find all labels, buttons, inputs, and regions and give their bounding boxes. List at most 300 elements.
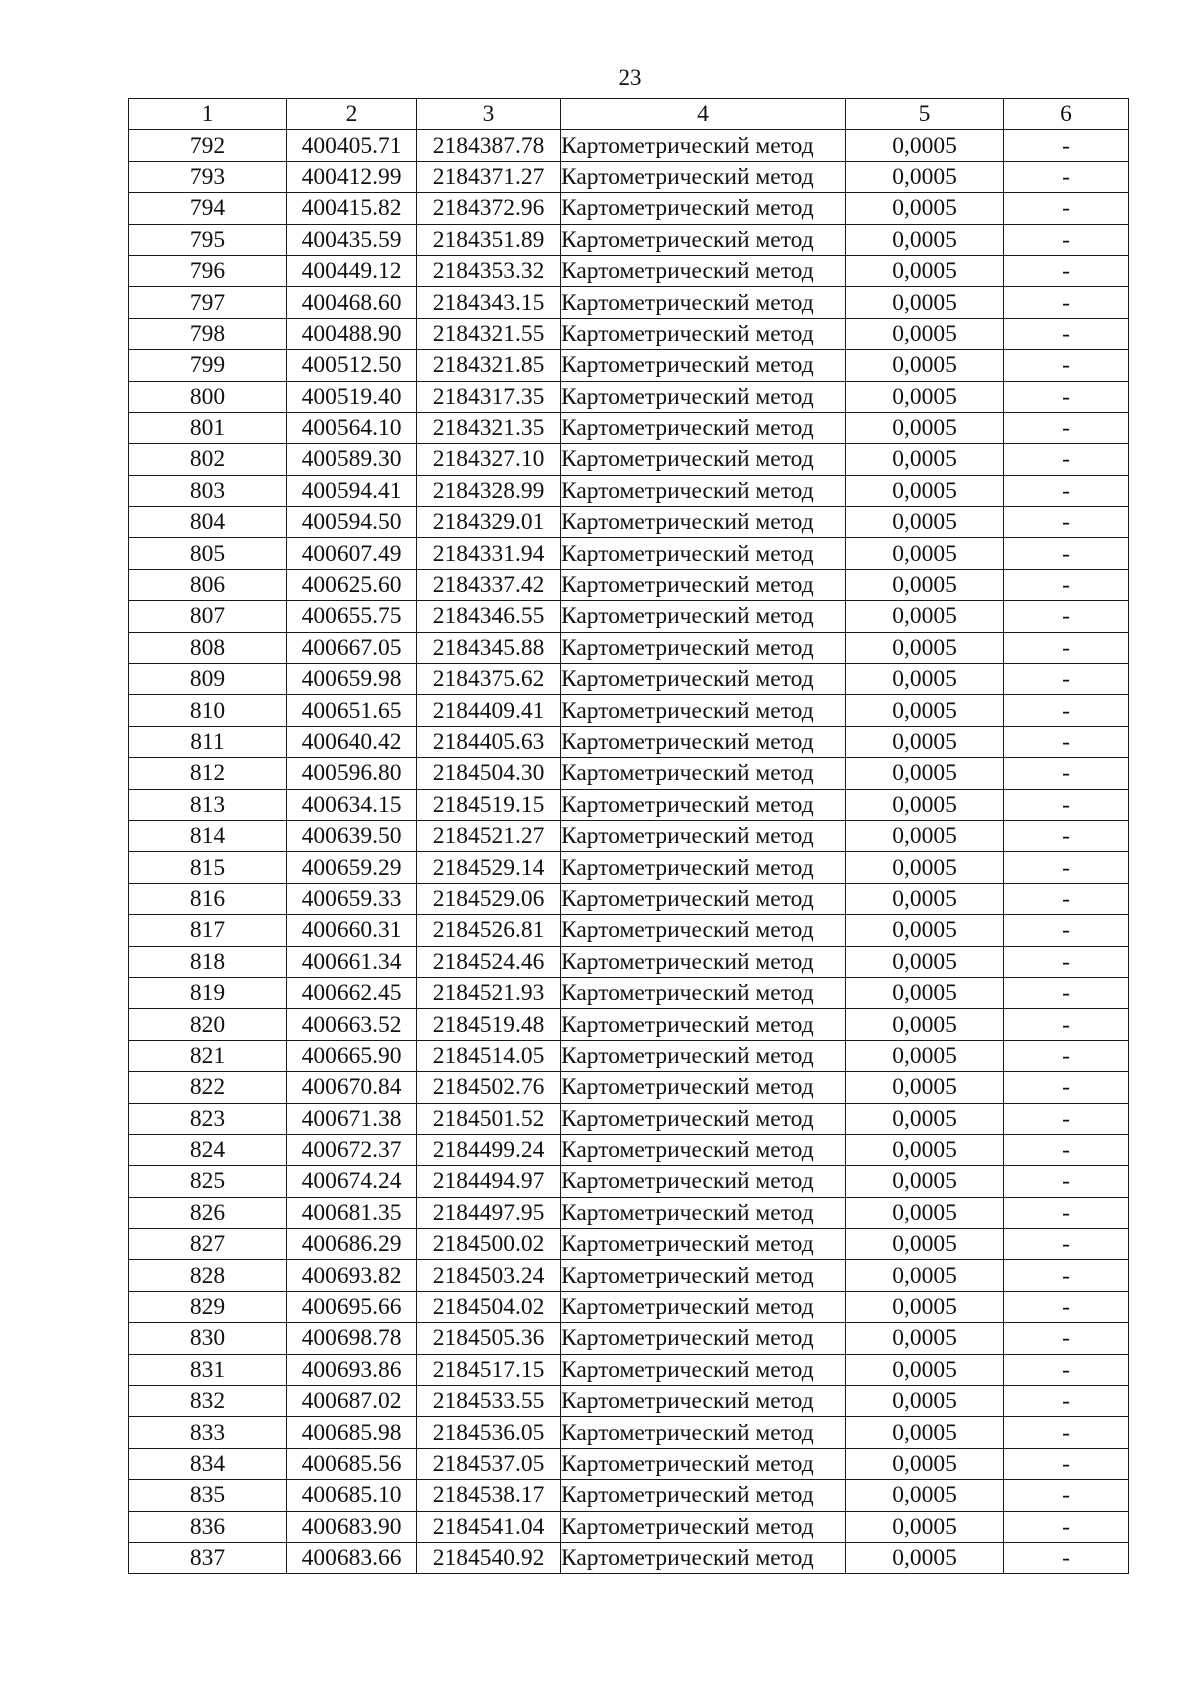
note-cell: - (1004, 1229, 1129, 1260)
accuracy-cell: 0,0005 (846, 1542, 1004, 1573)
point-number-cell: 816 (129, 883, 287, 914)
method-cell: Картометрический метод (561, 1511, 846, 1542)
y-coordinate-cell: 2184353.32 (417, 255, 561, 286)
note-cell: - (1004, 758, 1129, 789)
accuracy-cell: 0,0005 (846, 1480, 1004, 1511)
point-number-cell: 801 (129, 412, 287, 443)
y-coordinate-cell: 2184351.89 (417, 224, 561, 255)
point-number-cell: 822 (129, 1072, 287, 1103)
accuracy-cell: 0,0005 (846, 381, 1004, 412)
method-cell: Картометрический метод (561, 1072, 846, 1103)
note-cell: - (1004, 946, 1129, 977)
accuracy-cell: 0,0005 (846, 1197, 1004, 1228)
note-cell: - (1004, 1291, 1129, 1322)
x-coordinate-cell: 400685.10 (287, 1480, 417, 1511)
table-row (129, 726, 1129, 757)
y-coordinate-cell: 2184499.24 (417, 1134, 561, 1165)
x-coordinate-cell: 400667.05 (287, 632, 417, 663)
table-row (129, 601, 1129, 632)
method-cell: Картометрический метод (561, 569, 846, 600)
method-cell: Картометрический метод (561, 507, 846, 538)
note-cell: - (1004, 632, 1129, 663)
point-number-cell: 834 (129, 1448, 287, 1479)
coordinates-table (128, 98, 1129, 1574)
table-row (129, 695, 1129, 726)
table-row (129, 538, 1129, 569)
method-cell: Картометрический метод (561, 161, 846, 192)
method-cell: Картометрический метод (561, 1166, 846, 1197)
y-coordinate-cell: 2184540.92 (417, 1542, 561, 1573)
accuracy-cell: 0,0005 (846, 664, 1004, 695)
accuracy-cell: 0,0005 (846, 255, 1004, 286)
y-coordinate-cell: 2184533.55 (417, 1386, 561, 1417)
table-row (129, 130, 1129, 161)
note-cell: - (1004, 193, 1129, 224)
method-cell: Картометрический метод (561, 318, 846, 349)
accuracy-cell: 0,0005 (846, 1386, 1004, 1417)
method-cell: Картометрический метод (561, 601, 846, 632)
accuracy-cell: 0,0005 (846, 1291, 1004, 1322)
accuracy-cell: 0,0005 (846, 412, 1004, 443)
y-coordinate-cell: 2184409.41 (417, 695, 561, 726)
method-cell: Картометрический метод (561, 1009, 846, 1040)
note-cell: - (1004, 350, 1129, 381)
method-cell: Картометрический метод (561, 1480, 846, 1511)
page-number: 23 (618, 65, 642, 90)
x-coordinate-cell: 400683.90 (287, 1511, 417, 1542)
y-coordinate-cell: 2184505.36 (417, 1323, 561, 1354)
point-number-cell: 802 (129, 444, 287, 475)
accuracy-cell: 0,0005 (846, 1323, 1004, 1354)
point-number-cell: 829 (129, 1291, 287, 1322)
accuracy-cell: 0,0005 (846, 789, 1004, 820)
point-number-cell: 817 (129, 915, 287, 946)
note-cell: - (1004, 1166, 1129, 1197)
x-coordinate-cell: 400659.98 (287, 664, 417, 695)
y-coordinate-cell: 2184343.15 (417, 287, 561, 318)
table-row (129, 1291, 1129, 1322)
table-row (129, 318, 1129, 349)
y-coordinate-cell: 2184504.02 (417, 1291, 561, 1322)
note-cell: - (1004, 820, 1129, 851)
x-coordinate-cell: 400670.84 (287, 1072, 417, 1103)
accuracy-cell: 0,0005 (846, 318, 1004, 349)
note-cell: - (1004, 255, 1129, 286)
note-cell: - (1004, 1260, 1129, 1291)
y-coordinate-cell: 2184321.55 (417, 318, 561, 349)
note-cell: - (1004, 1480, 1129, 1511)
point-number-cell: 808 (129, 632, 287, 663)
method-cell: Картометрический метод (561, 444, 846, 475)
table-body (129, 130, 1129, 1574)
method-cell: Картометрический метод (561, 946, 846, 977)
note-cell: - (1004, 664, 1129, 695)
column-header: 6 (1004, 99, 1129, 130)
point-number-cell: 813 (129, 789, 287, 820)
table-row (129, 1134, 1129, 1165)
method-cell: Картометрический метод (561, 632, 846, 663)
x-coordinate-cell: 400693.86 (287, 1354, 417, 1385)
column-header: 1 (129, 99, 287, 130)
note-cell: - (1004, 507, 1129, 538)
method-cell: Картометрический метод (561, 1260, 846, 1291)
x-coordinate-cell: 400695.66 (287, 1291, 417, 1322)
x-coordinate-cell: 400687.02 (287, 1386, 417, 1417)
point-number-cell: 824 (129, 1134, 287, 1165)
y-coordinate-cell: 2184372.96 (417, 193, 561, 224)
accuracy-cell: 0,0005 (846, 1448, 1004, 1479)
point-number-cell: 833 (129, 1417, 287, 1448)
point-number-cell: 809 (129, 664, 287, 695)
accuracy-cell: 0,0005 (846, 883, 1004, 914)
point-number-cell: 814 (129, 820, 287, 851)
method-cell: Картометрический метод (561, 287, 846, 318)
method-cell: Картометрический метод (561, 1040, 846, 1071)
method-cell: Картометрический метод (561, 1103, 846, 1134)
accuracy-cell: 0,0005 (846, 1229, 1004, 1260)
note-cell: - (1004, 444, 1129, 475)
point-number-cell: 807 (129, 601, 287, 632)
table-row (129, 1386, 1129, 1417)
table-row (129, 1166, 1129, 1197)
accuracy-cell: 0,0005 (846, 507, 1004, 538)
y-coordinate-cell: 2184536.05 (417, 1417, 561, 1448)
accuracy-cell: 0,0005 (846, 1260, 1004, 1291)
point-number-cell: 812 (129, 758, 287, 789)
table-row (129, 977, 1129, 1008)
note-cell: - (1004, 1134, 1129, 1165)
y-coordinate-cell: 2184514.05 (417, 1040, 561, 1071)
note-cell: - (1004, 1448, 1129, 1479)
x-coordinate-cell: 400698.78 (287, 1323, 417, 1354)
y-coordinate-cell: 2184346.55 (417, 601, 561, 632)
table-row (129, 946, 1129, 977)
note-cell: - (1004, 538, 1129, 569)
y-coordinate-cell: 2184329.01 (417, 507, 561, 538)
table-row (129, 1260, 1129, 1291)
accuracy-cell: 0,0005 (846, 632, 1004, 663)
method-cell: Картометрический метод (561, 883, 846, 914)
accuracy-cell: 0,0005 (846, 350, 1004, 381)
table-header (129, 99, 1129, 130)
point-number-cell: 799 (129, 350, 287, 381)
note-cell: - (1004, 1354, 1129, 1385)
table-row (129, 915, 1129, 946)
note-cell: - (1004, 1197, 1129, 1228)
note-cell: - (1004, 915, 1129, 946)
x-coordinate-cell: 400634.15 (287, 789, 417, 820)
y-coordinate-cell: 2184328.99 (417, 475, 561, 506)
table-row (129, 161, 1129, 192)
method-cell: Картометрический метод (561, 538, 846, 569)
point-number-cell: 830 (129, 1323, 287, 1354)
method-cell: Картометрический метод (561, 475, 846, 506)
point-number-cell: 820 (129, 1009, 287, 1040)
method-cell: Картометрический метод (561, 852, 846, 883)
table-row (129, 789, 1129, 820)
x-coordinate-cell: 400659.33 (287, 883, 417, 914)
method-cell: Картометрический метод (561, 1134, 846, 1165)
column-header: 4 (561, 99, 846, 130)
accuracy-cell: 0,0005 (846, 1354, 1004, 1385)
x-coordinate-cell: 400665.90 (287, 1040, 417, 1071)
x-coordinate-cell: 400449.12 (287, 255, 417, 286)
point-number-cell: 825 (129, 1166, 287, 1197)
accuracy-cell: 0,0005 (846, 915, 1004, 946)
point-number-cell: 806 (129, 569, 287, 600)
x-coordinate-cell: 400685.98 (287, 1417, 417, 1448)
note-cell: - (1004, 161, 1129, 192)
method-cell: Картометрический метод (561, 412, 846, 443)
x-coordinate-cell: 400671.38 (287, 1103, 417, 1134)
x-coordinate-cell: 400594.41 (287, 475, 417, 506)
y-coordinate-cell: 2184529.14 (417, 852, 561, 883)
point-number-cell: 815 (129, 852, 287, 883)
note-cell: - (1004, 977, 1129, 1008)
accuracy-cell: 0,0005 (846, 161, 1004, 192)
note-cell: - (1004, 601, 1129, 632)
accuracy-cell: 0,0005 (846, 946, 1004, 977)
note-cell: - (1004, 852, 1129, 883)
table-row (129, 883, 1129, 914)
table-row (129, 1511, 1129, 1542)
table-row (129, 287, 1129, 318)
point-number-cell: 832 (129, 1386, 287, 1417)
accuracy-cell: 0,0005 (846, 1511, 1004, 1542)
accuracy-cell: 0,0005 (846, 1417, 1004, 1448)
y-coordinate-cell: 2184538.17 (417, 1480, 561, 1511)
note-cell: - (1004, 130, 1129, 161)
accuracy-cell: 0,0005 (846, 193, 1004, 224)
column-header: 3 (417, 99, 561, 130)
x-coordinate-cell: 400412.99 (287, 161, 417, 192)
point-number-cell: 836 (129, 1511, 287, 1542)
method-cell: Картометрический метод (561, 789, 846, 820)
y-coordinate-cell: 2184387.78 (417, 130, 561, 161)
method-cell: Картометрический метод (561, 1291, 846, 1322)
table-row (129, 1417, 1129, 1448)
accuracy-cell: 0,0005 (846, 475, 1004, 506)
point-number-cell: 804 (129, 507, 287, 538)
x-coordinate-cell: 400488.90 (287, 318, 417, 349)
table-row (129, 852, 1129, 883)
note-cell: - (1004, 287, 1129, 318)
point-number-cell: 821 (129, 1040, 287, 1071)
table-row (129, 758, 1129, 789)
x-coordinate-cell: 400672.37 (287, 1134, 417, 1165)
note-cell: - (1004, 1072, 1129, 1103)
y-coordinate-cell: 2184541.04 (417, 1511, 561, 1542)
note-cell: - (1004, 1103, 1129, 1134)
note-cell: - (1004, 695, 1129, 726)
table-row (129, 350, 1129, 381)
method-cell: Картометрический метод (561, 193, 846, 224)
table-row (129, 412, 1129, 443)
method-cell: Картометрический метод (561, 820, 846, 851)
point-number-cell: 810 (129, 695, 287, 726)
y-coordinate-cell: 2184331.94 (417, 538, 561, 569)
x-coordinate-cell: 400519.40 (287, 381, 417, 412)
method-cell: Картометрический метод (561, 1323, 846, 1354)
point-number-cell: 826 (129, 1197, 287, 1228)
table-row (129, 381, 1129, 412)
y-coordinate-cell: 2184519.48 (417, 1009, 561, 1040)
accuracy-cell: 0,0005 (846, 569, 1004, 600)
y-coordinate-cell: 2184321.35 (417, 412, 561, 443)
table-row (129, 569, 1129, 600)
method-cell: Картометрический метод (561, 1417, 846, 1448)
table-row (129, 255, 1129, 286)
x-coordinate-cell: 400405.71 (287, 130, 417, 161)
table-row (129, 475, 1129, 506)
accuracy-cell: 0,0005 (846, 538, 1004, 569)
header-row (129, 99, 1129, 130)
table-row (129, 1480, 1129, 1511)
y-coordinate-cell: 2184504.30 (417, 758, 561, 789)
table-row (129, 1103, 1129, 1134)
note-cell: - (1004, 1542, 1129, 1573)
y-coordinate-cell: 2184521.93 (417, 977, 561, 1008)
point-number-cell: 796 (129, 255, 287, 286)
method-cell: Картометрический метод (561, 255, 846, 286)
note-cell: - (1004, 569, 1129, 600)
method-cell: Картометрический метод (561, 664, 846, 695)
column-header: 2 (287, 99, 417, 130)
point-number-cell: 793 (129, 161, 287, 192)
table-row (129, 1009, 1129, 1040)
point-number-cell: 792 (129, 130, 287, 161)
point-number-cell: 803 (129, 475, 287, 506)
y-coordinate-cell: 2184321.85 (417, 350, 561, 381)
x-coordinate-cell: 400660.31 (287, 915, 417, 946)
y-coordinate-cell: 2184494.97 (417, 1166, 561, 1197)
x-coordinate-cell: 400663.52 (287, 1009, 417, 1040)
point-number-cell: 800 (129, 381, 287, 412)
note-cell: - (1004, 789, 1129, 820)
point-number-cell: 835 (129, 1480, 287, 1511)
note-cell: - (1004, 1323, 1129, 1354)
x-coordinate-cell: 400512.50 (287, 350, 417, 381)
table-row (129, 1354, 1129, 1385)
x-coordinate-cell: 400681.35 (287, 1197, 417, 1228)
point-number-cell: 827 (129, 1229, 287, 1260)
accuracy-cell: 0,0005 (846, 130, 1004, 161)
note-cell: - (1004, 883, 1129, 914)
accuracy-cell: 0,0005 (846, 287, 1004, 318)
y-coordinate-cell: 2184501.52 (417, 1103, 561, 1134)
table-row (129, 1072, 1129, 1103)
table-row (129, 444, 1129, 475)
method-cell: Картометрический метод (561, 695, 846, 726)
x-coordinate-cell: 400564.10 (287, 412, 417, 443)
table-row (129, 664, 1129, 695)
y-coordinate-cell: 2184405.63 (417, 726, 561, 757)
note-cell: - (1004, 1386, 1129, 1417)
method-cell: Картометрический метод (561, 1542, 846, 1573)
accuracy-cell: 0,0005 (846, 444, 1004, 475)
x-coordinate-cell: 400659.29 (287, 852, 417, 883)
x-coordinate-cell: 400651.65 (287, 695, 417, 726)
x-coordinate-cell: 400594.50 (287, 507, 417, 538)
accuracy-cell: 0,0005 (846, 601, 1004, 632)
y-coordinate-cell: 2184317.35 (417, 381, 561, 412)
x-coordinate-cell: 400607.49 (287, 538, 417, 569)
x-coordinate-cell: 400589.30 (287, 444, 417, 475)
y-coordinate-cell: 2184526.81 (417, 915, 561, 946)
y-coordinate-cell: 2184521.27 (417, 820, 561, 851)
note-cell: - (1004, 475, 1129, 506)
note-cell: - (1004, 1417, 1129, 1448)
note-cell: - (1004, 1009, 1129, 1040)
x-coordinate-cell: 400640.42 (287, 726, 417, 757)
x-coordinate-cell: 400468.60 (287, 287, 417, 318)
x-coordinate-cell: 400674.24 (287, 1166, 417, 1197)
y-coordinate-cell: 2184327.10 (417, 444, 561, 475)
note-cell: - (1004, 1511, 1129, 1542)
y-coordinate-cell: 2184337.42 (417, 569, 561, 600)
x-coordinate-cell: 400683.66 (287, 1542, 417, 1573)
y-coordinate-cell: 2184497.95 (417, 1197, 561, 1228)
y-coordinate-cell: 2184524.46 (417, 946, 561, 977)
y-coordinate-cell: 2184517.15 (417, 1354, 561, 1385)
method-cell: Картометрический метод (561, 1197, 846, 1228)
point-number-cell: 797 (129, 287, 287, 318)
table-row (129, 1323, 1129, 1354)
x-coordinate-cell: 400625.60 (287, 569, 417, 600)
method-cell: Картометрический метод (561, 381, 846, 412)
y-coordinate-cell: 2184537.05 (417, 1448, 561, 1479)
table-row (129, 224, 1129, 255)
point-number-cell: 828 (129, 1260, 287, 1291)
accuracy-cell: 0,0005 (846, 852, 1004, 883)
method-cell: Картометрический метод (561, 224, 846, 255)
point-number-cell: 818 (129, 946, 287, 977)
y-coordinate-cell: 2184375.62 (417, 664, 561, 695)
accuracy-cell: 0,0005 (846, 726, 1004, 757)
y-coordinate-cell: 2184503.24 (417, 1260, 561, 1291)
method-cell: Картометрический метод (561, 726, 846, 757)
accuracy-cell: 0,0005 (846, 758, 1004, 789)
x-coordinate-cell: 400435.59 (287, 224, 417, 255)
note-cell: - (1004, 726, 1129, 757)
x-coordinate-cell: 400686.29 (287, 1229, 417, 1260)
column-header: 5 (846, 99, 1004, 130)
table-row (129, 507, 1129, 538)
note-cell: - (1004, 381, 1129, 412)
table-row (129, 1040, 1129, 1071)
point-number-cell: 819 (129, 977, 287, 1008)
method-cell: Картометрический метод (561, 1386, 846, 1417)
accuracy-cell: 0,0005 (846, 977, 1004, 1008)
point-number-cell: 798 (129, 318, 287, 349)
y-coordinate-cell: 2184529.06 (417, 883, 561, 914)
point-number-cell: 795 (129, 224, 287, 255)
point-number-cell: 805 (129, 538, 287, 569)
y-coordinate-cell: 2184500.02 (417, 1229, 561, 1260)
accuracy-cell: 0,0005 (846, 1072, 1004, 1103)
accuracy-cell: 0,0005 (846, 695, 1004, 726)
table-row (129, 1448, 1129, 1479)
accuracy-cell: 0,0005 (846, 820, 1004, 851)
table-row (129, 193, 1129, 224)
point-number-cell: 794 (129, 193, 287, 224)
point-number-cell: 823 (129, 1103, 287, 1134)
y-coordinate-cell: 2184502.76 (417, 1072, 561, 1103)
method-cell: Картометрический метод (561, 758, 846, 789)
x-coordinate-cell: 400639.50 (287, 820, 417, 851)
note-cell: - (1004, 224, 1129, 255)
point-number-cell: 837 (129, 1542, 287, 1573)
